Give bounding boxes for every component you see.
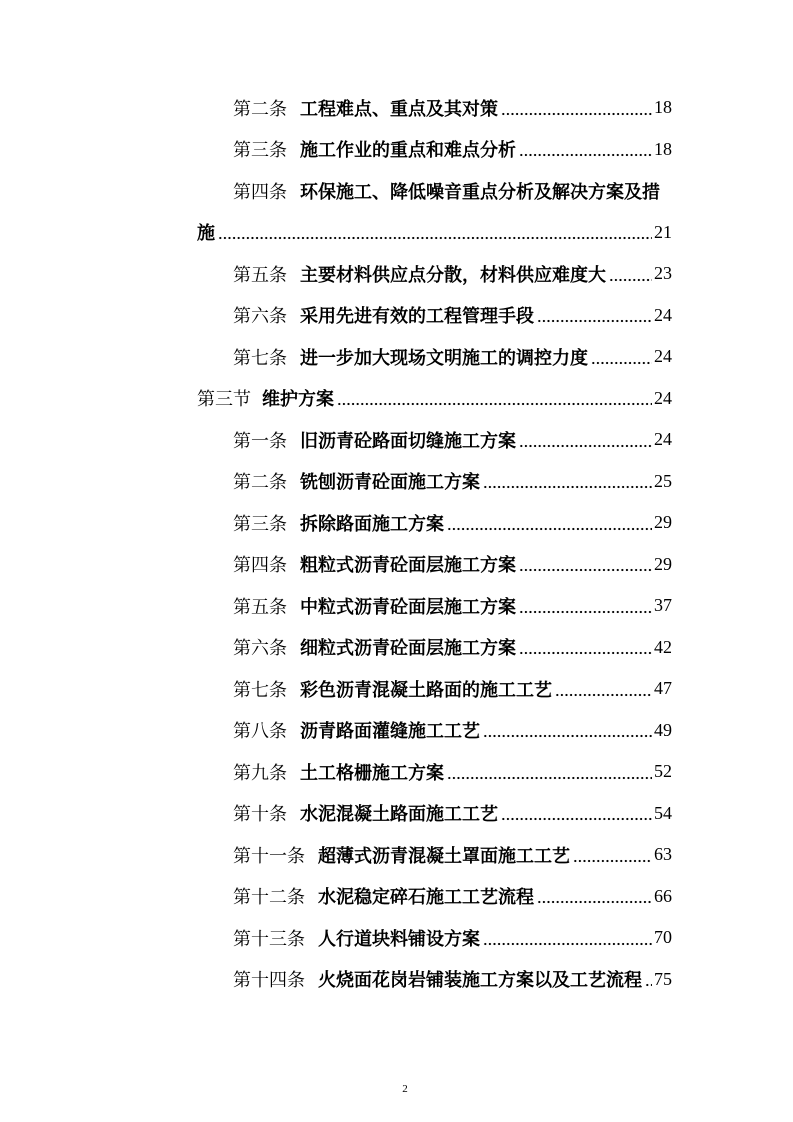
toc-entry [0, 917, 672, 959]
toc-entry-title: 超薄式沥青混凝土罩面施工工艺 [318, 845, 570, 866]
toc-entry-title: 施工作业的重点和难点分析 [300, 140, 516, 161]
toc-entry-title: 中粒式沥青砼面层施工方案 [300, 596, 516, 617]
toc-entry-title: 工程难点、重点及其对策 [300, 98, 498, 119]
dot-leader [519, 568, 652, 572]
dot-leader [591, 361, 652, 365]
toc-entry [0, 793, 672, 835]
toc-entry-label: 第七条 [233, 347, 287, 368]
toc-entry-label: 第七条 [233, 679, 287, 700]
toc-entry-title: 铣刨沥青砼面施工方案 [300, 472, 480, 493]
toc-entry-title: 粗粒式沥青砼面层施工方案 [300, 555, 516, 576]
toc-entry-title: 土工格栅施工方案 [300, 762, 444, 783]
toc-entry-label: 第八条 [233, 721, 287, 742]
toc-entry-title-continued: 施 [197, 223, 215, 244]
toc-entry [0, 170, 672, 212]
toc-entry [0, 710, 672, 752]
dot-leader [555, 693, 652, 697]
toc-entry [0, 253, 672, 295]
toc-entry [0, 751, 672, 793]
toc-entry-page: 75 [654, 968, 672, 989]
toc-entry-label: 第六条 [233, 638, 287, 659]
dot-leader [645, 983, 652, 987]
toc-entry [0, 336, 672, 378]
toc-entry [0, 834, 672, 876]
toc-entry-label: 第九条 [233, 762, 287, 783]
toc-entry-page: 47 [654, 678, 672, 699]
dot-leader [218, 236, 652, 240]
toc-entry-page: 25 [654, 470, 672, 491]
toc-section-label: 第三节 [197, 389, 251, 410]
toc-entry [0, 544, 672, 586]
dot-leader [519, 153, 652, 157]
toc-entry-title: 拆除路面施工方案 [300, 513, 444, 534]
toc-entry [0, 876, 672, 918]
toc-entry-label: 第六条 [233, 306, 287, 327]
toc-entry-label: 第十二条 [233, 887, 305, 908]
toc-entry-page: 49 [654, 719, 672, 740]
toc-entry [0, 627, 672, 669]
toc-entry-label: 第三条 [233, 140, 287, 161]
toc-entry-title: 旧沥青砼路面切缝施工方案 [300, 430, 516, 451]
dot-leader [501, 112, 652, 116]
toc-entry-label: 第五条 [233, 596, 287, 617]
dot-leader [519, 651, 652, 655]
toc-entry-title: 采用先进有效的工程管理手段 [300, 306, 534, 327]
toc-entry-page: 63 [654, 844, 672, 865]
toc-entry-label: 第三条 [233, 513, 287, 534]
toc-entry [0, 419, 672, 461]
toc-entry-title: 进一步加大现场文明施工的调控力度 [300, 347, 588, 368]
toc-entry-page: 18 [654, 138, 672, 159]
dot-leader [483, 485, 652, 489]
toc-entry-label: 第二条 [233, 98, 287, 119]
toc-entry-page: 52 [654, 761, 672, 782]
toc-entry-page: 24 [654, 387, 672, 408]
toc-section-entry [0, 378, 672, 420]
toc-entry-page: 24 [654, 304, 672, 325]
toc-entry-page: 29 [654, 553, 672, 574]
toc-entry-page: 42 [654, 636, 672, 657]
toc-entry-title: 细粒式沥青砼面层施工方案 [300, 638, 516, 659]
toc-entry-title: 人行道块料铺设方案 [318, 928, 480, 949]
dot-leader [519, 610, 652, 614]
toc-entry-label: 第四条 [233, 181, 287, 202]
toc-entry-label: 第五条 [233, 264, 287, 285]
toc-entry-label: 第十四条 [233, 970, 305, 991]
toc-entry-title: 火烧面花岗岩铺装施工方案以及工艺流程 [318, 970, 642, 991]
toc-entry [0, 87, 672, 129]
toc-entry-page: 18 [654, 97, 672, 118]
dot-leader [447, 527, 652, 531]
table-of-contents [0, 87, 672, 1000]
toc-entry-title: 主要材料供应点分散，材料供应难度大 [300, 264, 606, 285]
toc-entry-title: 水泥混凝土路面施工工艺 [300, 804, 498, 825]
toc-section-title: 维护方案 [262, 389, 334, 410]
toc-entry-label: 第一条 [233, 430, 287, 451]
toc-entry-continued [0, 212, 672, 254]
toc-entry [0, 461, 672, 503]
toc-entry-label: 第二条 [233, 472, 287, 493]
toc-entry [0, 668, 672, 710]
toc-entry-title: 水泥稳定碎石施工工艺流程 [318, 887, 534, 908]
dot-leader [537, 319, 652, 323]
dot-leader [573, 859, 652, 863]
dot-leader [501, 817, 652, 821]
toc-entry-page: 37 [654, 595, 672, 616]
dot-leader [537, 900, 652, 904]
dot-leader [519, 444, 652, 448]
toc-entry-label: 第十条 [233, 804, 287, 825]
toc-entry-title: 彩色沥青混凝土路面的施工工艺 [300, 679, 552, 700]
toc-entry-title: 沥青路面灌缝施工工艺 [300, 721, 480, 742]
toc-entry-page: 23 [654, 263, 672, 284]
page-number: 2 [402, 1083, 408, 1095]
toc-entry-page: 21 [654, 221, 672, 242]
dot-leader [609, 278, 652, 282]
toc-entry-page: 24 [654, 346, 672, 367]
dot-leader [483, 734, 652, 738]
toc-entry-page: 70 [654, 927, 672, 948]
toc-entry-page: 66 [654, 885, 672, 906]
toc-entry-page: 54 [654, 802, 672, 823]
toc-entry-label: 第十一条 [233, 845, 305, 866]
toc-entry-page: 24 [654, 429, 672, 450]
toc-entry [0, 585, 672, 627]
dot-leader [483, 942, 652, 946]
toc-entry-label: 第四条 [233, 555, 287, 576]
dot-leader [337, 402, 652, 406]
toc-entry-label: 第十三条 [233, 928, 305, 949]
toc-entry [0, 129, 672, 171]
toc-entry-page: 29 [654, 512, 672, 533]
dot-leader [447, 776, 652, 780]
toc-entry-title: 环保施工、降低噪音重点分析及解决方案及措 [300, 181, 660, 202]
toc-entry [0, 959, 672, 1001]
toc-entry [0, 295, 672, 337]
toc-entry [0, 502, 672, 544]
